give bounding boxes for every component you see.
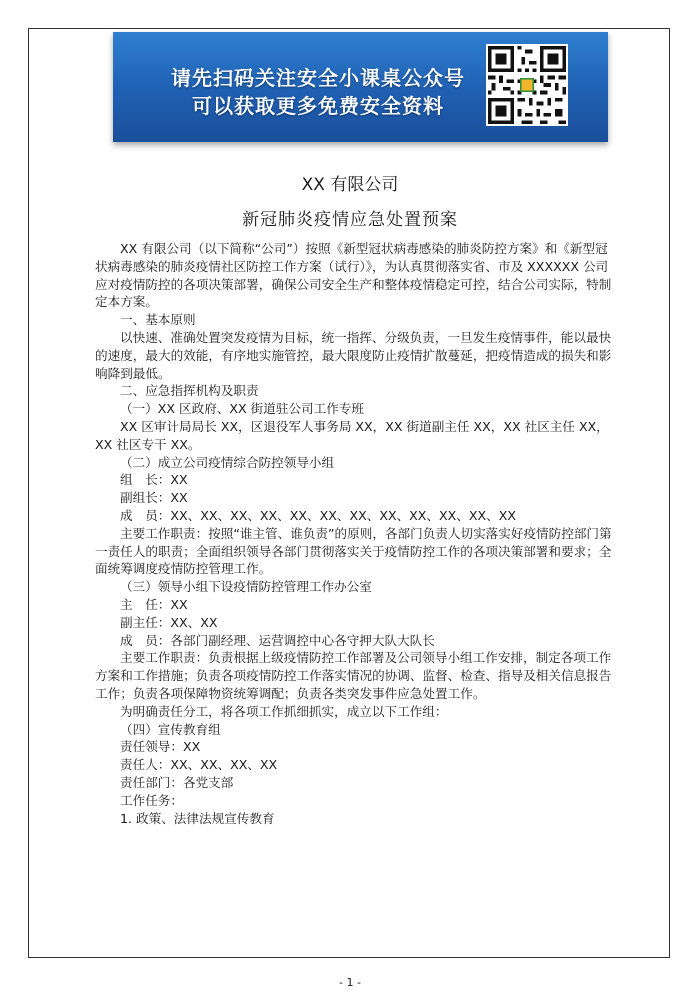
company-name: XX 有限公司 xyxy=(301,175,399,195)
assignment-intro: 为明确责任分工，将各项工作抓细抓实，成立以下工作组： xyxy=(120,703,448,719)
subsection-2: （二）成立公司疫情综合防控领导小组 xyxy=(120,454,335,470)
qr-code-icon[interactable] xyxy=(486,44,568,126)
banner-line-1: 请先扫码关注安全小课桌公众号 xyxy=(171,66,465,90)
banner-line-2: 可以获取更多免费安全资料 xyxy=(192,94,444,118)
subsection-2-duties: 主要工作职责：按照“谁主管、谁负责”的原则，各部门负责人切实落实好疫情防控部门第一责任人的职责；全面组织领导各部门贯彻落实关于疫情防控工作的各项决策部署和要求；全面统筹调度疫情防控管理工作。 xyxy=(95,525,612,577)
principle-paragraph: 以快速、准确处置突发疫情为目标，统一指挥、分级负责，一旦发生疫情事件，能以最快的速度，最大的效能，有序地实施管控，最大限度防止疫情扩散蔓延，把疫情造成的损失和影响降到最低。 xyxy=(95,329,612,381)
subsection-1: （一）XX 区政府、XX 街道驻公司工作专班 xyxy=(120,401,365,417)
page-number: - 1 - xyxy=(339,976,361,989)
subsection-3: （三）领导小组下设疫情防控管理工作办公室 xyxy=(120,579,372,595)
responsible-persons: 责任人：XX、XX、XX、XX xyxy=(120,757,278,773)
office-members: 成 员：各部门副经理、运营调控中心各守押大队大队长 xyxy=(120,632,435,648)
document-body xyxy=(95,240,615,827)
responsible-department: 责任部门：各党支部 xyxy=(120,774,234,790)
group-members: 成 员：XX、XX、XX、XX、XX、XX、XX、XX、XX、XX、XX、XX xyxy=(120,507,516,523)
section-heading-2: 二、应急指挥机构及职责 xyxy=(120,383,259,399)
office-vice-director: 副主任：XX、XX xyxy=(120,614,218,630)
office-director: 主 任：XX xyxy=(120,596,188,612)
responsible-leader: 责任领导：XX xyxy=(120,739,201,755)
document-title: 新冠肺炎疫情应急处置预案 xyxy=(242,210,458,230)
task-item-1: 1. 政策、法律法规宣传教育 xyxy=(120,810,275,826)
subsection-3-duties: 主要工作职责：负责根据上级疫情防控工作部署及公司领导小组工作安排，制定各项工作方案和工作措施；负责各项疫情防控工作落实情况的协调、监督、检查、指导及相关信息报告工作；负责各项保障物资统筹调配；负责各类突发事件应急处置工作。 xyxy=(95,650,612,701)
subsection-4: （四）宣传教育组 xyxy=(120,721,221,737)
intro-paragraph: XX 有限公司（以下简称“公司”）按照《新型冠状病毒感染的肺炎防控方案》和《新型冠状病毒感染的肺炎疫情社区防控工作方案（试行）》，为认真贯彻落实省、市及 XXXXXX 公司应对疫情防控的各项决策部署，确保公司安全生产和整体疫情稳定可控，结合公司实际，特制定本方案。 xyxy=(95,241,612,310)
subsection-1-text: XX 区审计局局长 XX，区退役军人事务局 XX，XX 街道副主任 XX，XX 社区主任 XX，XX 社区专干 XX。 xyxy=(95,418,609,452)
section-heading-1: 一、基本原则 xyxy=(120,312,196,328)
promo-banner[interactable] xyxy=(113,32,608,142)
group-leader: 组 长：XX xyxy=(120,472,188,488)
group-deputy: 副组长：XX xyxy=(120,490,188,506)
work-tasks-label: 工作任务： xyxy=(120,792,183,808)
